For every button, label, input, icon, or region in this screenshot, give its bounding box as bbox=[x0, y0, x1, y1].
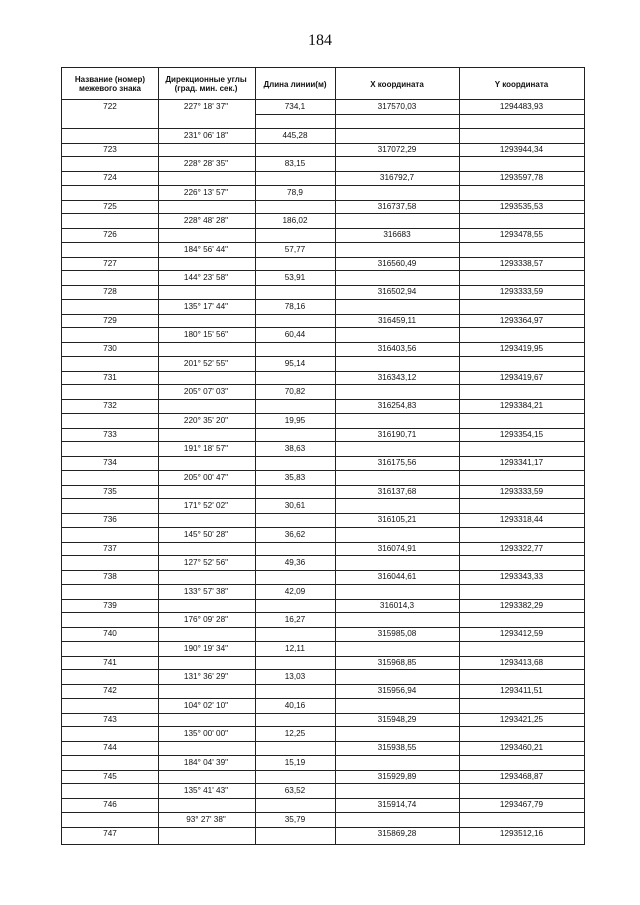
line-length: 38,63 bbox=[284, 444, 306, 453]
direction-angle: 227° 18' 37" bbox=[183, 102, 229, 111]
row-divider bbox=[62, 485, 255, 486]
line-length: 49,36 bbox=[284, 558, 306, 567]
line-length: 35,79 bbox=[284, 814, 306, 824]
row-divider bbox=[62, 798, 255, 799]
direction-angle: 180° 15' 56" bbox=[183, 330, 229, 339]
point-name: 728 bbox=[103, 287, 117, 296]
table-row bbox=[62, 813, 584, 842]
x-coordinate: 315948,29 bbox=[377, 714, 417, 724]
table-row bbox=[62, 357, 584, 386]
y-coordinate: 1293364,97 bbox=[499, 315, 544, 325]
row-divider bbox=[255, 456, 584, 457]
y-coordinate: 1293384,21 bbox=[499, 401, 544, 410]
row-divider bbox=[62, 513, 255, 514]
line-length: 19,95 bbox=[284, 415, 306, 425]
table-row bbox=[62, 129, 584, 158]
row-divider bbox=[255, 114, 584, 115]
row-divider bbox=[62, 342, 255, 343]
table-row bbox=[62, 214, 584, 243]
direction-angle: 228° 48' 28" bbox=[183, 216, 229, 225]
row-divider bbox=[255, 770, 584, 771]
table-row bbox=[62, 157, 584, 186]
line-length: 13,03 bbox=[284, 672, 306, 681]
point-name: 739 bbox=[103, 600, 117, 610]
x-coordinate: 317072,29 bbox=[377, 144, 417, 154]
point-name: 729 bbox=[103, 315, 117, 325]
x-coordinate: 315985,08 bbox=[377, 629, 417, 638]
row-divider bbox=[255, 656, 584, 657]
x-coordinate: 315869,28 bbox=[377, 828, 417, 838]
line-length: 95,14 bbox=[284, 358, 306, 368]
table-row bbox=[62, 186, 584, 215]
y-coordinate: 1293318,44 bbox=[499, 515, 544, 524]
row-divider bbox=[255, 684, 584, 685]
table-row bbox=[62, 328, 584, 357]
x-coordinate: 315938,55 bbox=[377, 743, 417, 752]
direction-angle: 228° 28' 35" bbox=[183, 159, 229, 168]
point-name: 736 bbox=[103, 515, 117, 524]
line-length: 734,1 bbox=[284, 102, 306, 111]
x-coordinate: 316502,94 bbox=[377, 287, 417, 296]
row-divider bbox=[62, 542, 255, 543]
x-coordinate: 316343,12 bbox=[377, 372, 417, 382]
y-coordinate: 1293419,67 bbox=[499, 372, 544, 382]
table-row bbox=[62, 613, 584, 642]
direction-angle: 176° 09' 28" bbox=[183, 615, 229, 624]
row-divider bbox=[62, 314, 255, 315]
line-length: 60,44 bbox=[284, 330, 306, 339]
point-name: 735 bbox=[103, 486, 117, 496]
x-coordinate: 316014,3 bbox=[379, 600, 415, 610]
direction-angle: 127° 52' 56" bbox=[183, 558, 229, 567]
row-divider bbox=[255, 314, 584, 315]
table-row bbox=[62, 243, 584, 272]
row-divider bbox=[255, 342, 584, 343]
y-coordinate: 1293411,51 bbox=[500, 686, 543, 695]
point-name: 730 bbox=[103, 344, 117, 353]
y-coordinate: 1293421,25 bbox=[499, 714, 544, 724]
row-divider bbox=[255, 513, 584, 514]
point-name: 724 bbox=[103, 173, 117, 182]
x-coordinate: 316560,49 bbox=[377, 258, 417, 268]
row-divider bbox=[255, 542, 584, 543]
y-coordinate: 1293343,33 bbox=[499, 572, 544, 581]
row-divider bbox=[255, 171, 584, 172]
table-row bbox=[62, 271, 584, 300]
row-divider bbox=[255, 143, 584, 144]
row-divider bbox=[255, 371, 584, 372]
y-coordinate: 1293597,78 bbox=[499, 173, 544, 182]
direction-angle: 231° 06' 18" bbox=[183, 130, 229, 140]
table-row bbox=[62, 442, 584, 471]
y-coordinate: 1293354,15 bbox=[499, 429, 544, 439]
point-name: 723 bbox=[103, 144, 117, 154]
direction-angle: 131° 36' 29" bbox=[183, 672, 229, 681]
point-name: 734 bbox=[103, 458, 117, 467]
point-name: 741 bbox=[103, 657, 117, 667]
direction-angle: 135° 17' 44" bbox=[183, 301, 229, 311]
line-length: 12,25 bbox=[284, 729, 306, 738]
header-angle: Дирекционные углы (град. мин. сек.) bbox=[165, 75, 247, 93]
y-coordinate: 1293460,21 bbox=[499, 743, 544, 752]
row-divider bbox=[255, 798, 584, 799]
direction-angle: 226° 13' 57" bbox=[183, 187, 229, 197]
table-row bbox=[62, 471, 584, 500]
row-divider bbox=[62, 599, 255, 600]
table-row bbox=[62, 670, 584, 699]
row-divider bbox=[255, 428, 584, 429]
direction-angle: 205° 00' 47" bbox=[183, 472, 229, 482]
header-name: Название (номер) межевого знака bbox=[74, 75, 146, 93]
y-coordinate: 1293944,34 bbox=[499, 144, 544, 154]
y-coordinate: 1293338,57 bbox=[499, 258, 544, 268]
y-coordinate: 1293512,16 bbox=[499, 828, 544, 838]
y-coordinate: 1293478,55 bbox=[499, 230, 544, 239]
y-coordinate: 1293333,59 bbox=[499, 486, 544, 496]
point-name: 738 bbox=[103, 572, 117, 581]
line-length: 12,11 bbox=[285, 643, 305, 653]
direction-angle: 201° 52' 55" bbox=[183, 358, 229, 368]
direction-angle: 205° 07' 03" bbox=[183, 387, 229, 396]
point-name: 737 bbox=[103, 543, 117, 553]
point-name: 745 bbox=[103, 771, 117, 781]
point-name: 722 bbox=[103, 102, 117, 111]
line-length: 186,02 bbox=[282, 216, 308, 225]
table-row bbox=[62, 528, 584, 557]
x-coordinate: 316792,7 bbox=[379, 173, 415, 182]
table-row bbox=[62, 727, 584, 756]
row-divider bbox=[255, 713, 584, 714]
x-coordinate: 316044,61 bbox=[377, 572, 417, 581]
row-divider bbox=[62, 428, 255, 429]
table-row bbox=[62, 499, 584, 528]
table-row bbox=[62, 300, 584, 329]
row-divider bbox=[62, 627, 255, 628]
table-row bbox=[62, 585, 584, 614]
point-name: 733 bbox=[103, 429, 117, 439]
line-length: 36,62 bbox=[284, 529, 306, 539]
point-name: 747 bbox=[103, 828, 117, 838]
table-row bbox=[62, 414, 584, 443]
line-length: 78,9 bbox=[287, 187, 303, 197]
table-row bbox=[62, 556, 584, 585]
x-coordinate: 316137,68 bbox=[377, 486, 417, 496]
direction-angle: 144° 23' 58" bbox=[183, 273, 229, 282]
x-coordinate: 317570,03 bbox=[377, 102, 417, 111]
y-coordinate: 1293333,59 bbox=[499, 287, 544, 296]
point-name: 742 bbox=[103, 686, 117, 695]
header-length: Длина линии(м) bbox=[263, 79, 327, 89]
table-row bbox=[62, 385, 584, 414]
line-length: 15,19 bbox=[284, 757, 306, 767]
row-divider bbox=[62, 656, 255, 657]
row-divider bbox=[62, 713, 255, 714]
row-divider bbox=[255, 599, 584, 600]
direction-angle: 93° 27' 38" bbox=[186, 814, 226, 824]
row-divider bbox=[62, 228, 255, 229]
direction-angle: 171° 52' 02" bbox=[183, 501, 229, 510]
y-coordinate: 1293382,29 bbox=[499, 600, 544, 610]
row-divider bbox=[62, 456, 255, 457]
x-coordinate: 316403,56 bbox=[377, 344, 417, 353]
row-divider bbox=[62, 741, 255, 742]
direction-angle: 104° 02' 10" bbox=[183, 700, 229, 710]
row-divider bbox=[255, 399, 584, 400]
table-row bbox=[62, 642, 584, 671]
direction-angle: 135° 41' 43" bbox=[183, 786, 229, 795]
direction-angle: 135° 00' 00" bbox=[183, 729, 229, 738]
point-name: 743 bbox=[103, 714, 117, 724]
row-divider bbox=[255, 627, 584, 628]
direction-angle: 184° 56' 44" bbox=[183, 244, 229, 254]
point-name: 731 bbox=[103, 372, 117, 382]
coordinates-table bbox=[61, 67, 585, 845]
row-divider bbox=[255, 827, 584, 828]
point-name: 732 bbox=[103, 401, 117, 410]
table-row bbox=[62, 699, 584, 728]
line-length: 35,83 bbox=[284, 472, 306, 482]
y-coordinate: 1294483,93 bbox=[499, 102, 544, 111]
row-divider bbox=[255, 228, 584, 229]
table-body bbox=[62, 100, 584, 841]
line-length: 63,52 bbox=[284, 786, 306, 795]
y-coordinate: 1293467,79 bbox=[499, 800, 544, 809]
direction-angle: 191° 18' 57" bbox=[183, 444, 229, 453]
page-number: 184 bbox=[308, 32, 332, 49]
direction-angle: 133° 57' 38" bbox=[183, 586, 229, 596]
row-divider bbox=[62, 570, 255, 571]
line-length: 445,28 bbox=[282, 130, 308, 140]
y-coordinate: 1293419,95 bbox=[499, 344, 544, 353]
row-divider bbox=[255, 570, 584, 571]
y-coordinate: 1293535,53 bbox=[499, 201, 544, 211]
header-x: X координата bbox=[370, 79, 424, 89]
point-name: 740 bbox=[103, 629, 117, 638]
table-row bbox=[62, 100, 584, 129]
line-length: 16,27 bbox=[284, 615, 306, 624]
x-coordinate: 316459,11 bbox=[377, 315, 417, 325]
row-divider bbox=[62, 171, 255, 172]
table-row bbox=[62, 784, 584, 813]
y-coordinate: 1293412,59 bbox=[499, 629, 544, 638]
x-coordinate: 316254,83 bbox=[377, 401, 417, 410]
row-divider bbox=[255, 200, 584, 201]
row-divider bbox=[62, 371, 255, 372]
row-divider bbox=[255, 257, 584, 258]
row-divider bbox=[255, 741, 584, 742]
row-divider bbox=[62, 200, 255, 201]
row-divider bbox=[62, 143, 255, 144]
x-coordinate: 316737,58 bbox=[377, 201, 417, 211]
row-divider bbox=[255, 485, 584, 486]
point-name: 727 bbox=[103, 258, 117, 268]
direction-angle: 184° 04' 39" bbox=[183, 757, 229, 767]
point-name: 744 bbox=[103, 743, 117, 752]
x-coordinate: 316175,56 bbox=[377, 458, 417, 467]
x-coordinate: 315929,89 bbox=[377, 771, 417, 781]
line-length: 30,61 bbox=[284, 501, 306, 510]
header-y: Y координата bbox=[494, 79, 549, 89]
row-divider bbox=[255, 285, 584, 286]
table-header bbox=[62, 68, 584, 100]
y-coordinate: 1293322,77 bbox=[499, 543, 544, 553]
line-length: 78,16 bbox=[284, 301, 306, 311]
row-divider bbox=[62, 399, 255, 400]
direction-angle: 145° 50' 28" bbox=[183, 529, 229, 539]
row-divider bbox=[62, 770, 255, 771]
y-coordinate: 1293413,68 bbox=[499, 657, 544, 667]
x-coordinate: 315914,74 bbox=[377, 800, 417, 809]
y-coordinate: 1293341,17 bbox=[499, 458, 544, 467]
x-coordinate: 316105,21 bbox=[377, 515, 417, 524]
row-divider bbox=[62, 285, 255, 286]
x-coordinate: 316074,91 bbox=[377, 543, 417, 553]
line-length: 70,82 bbox=[284, 387, 306, 396]
line-length: 42,09 bbox=[284, 586, 306, 596]
direction-angle: 220° 35' 20" bbox=[183, 415, 229, 425]
row-divider bbox=[62, 827, 255, 828]
table-row bbox=[62, 756, 584, 785]
point-name: 746 bbox=[103, 800, 117, 809]
point-name: 725 bbox=[103, 201, 117, 211]
line-length: 53,91 bbox=[284, 273, 306, 282]
point-name: 726 bbox=[103, 230, 117, 239]
y-coordinate: 1293468,87 bbox=[499, 771, 544, 781]
row-divider bbox=[62, 684, 255, 685]
row-divider bbox=[62, 257, 255, 258]
x-coordinate: 315968,85 bbox=[377, 657, 417, 667]
x-coordinate: 315956,94 bbox=[377, 686, 417, 695]
x-coordinate: 316190,71 bbox=[377, 429, 417, 439]
direction-angle: 190° 19' 34" bbox=[183, 643, 229, 653]
line-length: 40,16 bbox=[284, 700, 306, 710]
x-coordinate: 316683 bbox=[383, 230, 411, 239]
line-length: 57,77 bbox=[284, 244, 306, 254]
line-length: 83,15 bbox=[284, 159, 306, 168]
